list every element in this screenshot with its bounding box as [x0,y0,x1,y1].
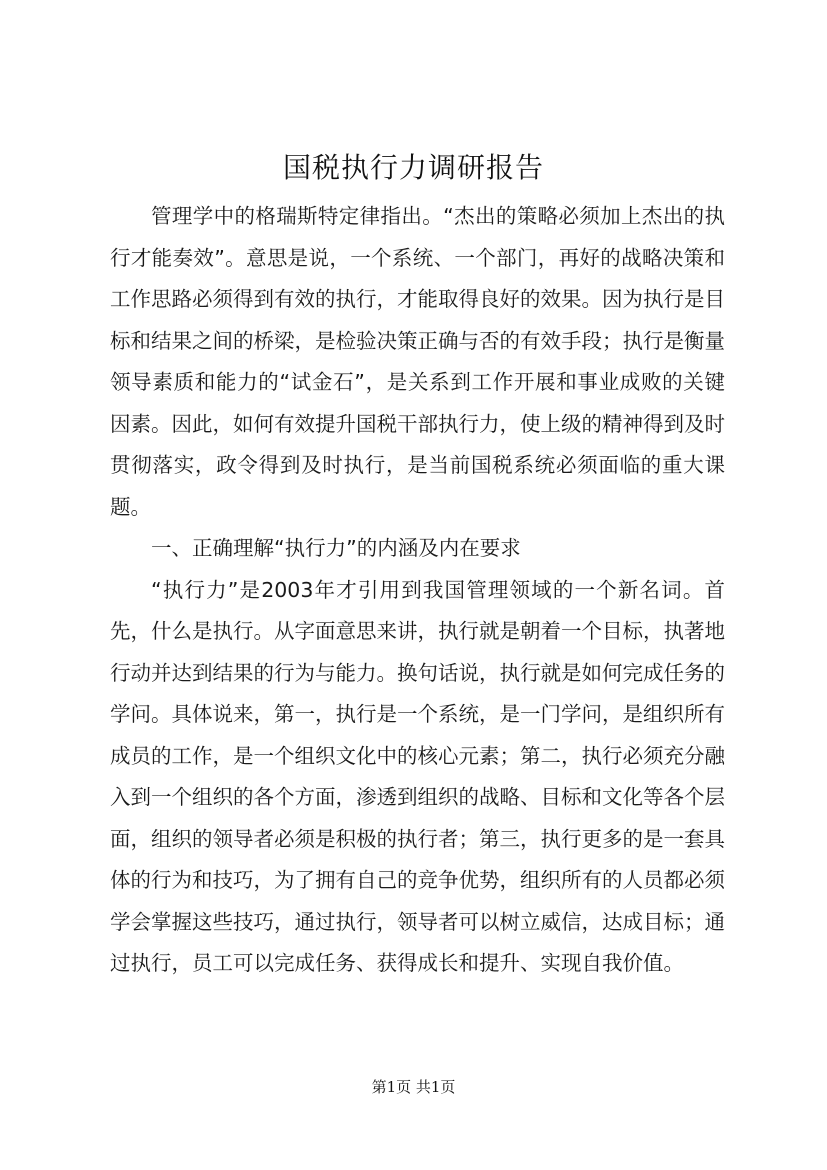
section-heading-1: 一、正确理解“执行力”的内涵及内在要求 [151,536,521,560]
paragraph-intro: 管理学中的格瑞斯特定律指出。“杰出的策略必须加上杰出的执行才能奏效”。意思是说，一个系统、一个部门，再好的战略决策和工作思路必须得到有效的执行，才能取得良好的效果。因为执行是目标和结果之间的桥梁，是检验决策正确与否的有效手段；执行是衡量领导素质和能力的“试金石”，是关系到工作开展和事业成败的关键因素。因此，如何有效提升国税干部执行力，使上级的精神得到及时贯彻落实，政令得到及时执行，是当前国税系统必须面临的重大课题。 [110,204,725,519]
page-footer: 第1页 共1页 [371,1078,456,1096]
document-body [110,196,725,985]
paragraph-execution-definition: “执行力”是2003年才引用到我国管理领域的一个新名词。首先，什么是执行。从字面意思来讲，执行就是朝着一个目标，执著地行动并达到结果的行为与能力。换句话说，执行就是如何完成任务的学问。具体说来，第一，执行是一个系统，是一门学问，是组织所有成员的工作，是一个组织文化中的核心元素；第二，执行必须充分融入到一个组织的各个方面，渗透到组织的战略、目标和文化等各个层面，组织的领导者必须是积极的执行者；第三，执行更多的是一套具体的行为和技巧，为了拥有自己的竞争优势，组织所有的人员都必须学会掌握这些技巧，通过执行，领导者可以树立威信，达成目标；通过执行，员工可以完成任务、获得成长和提升、实现自我价值。 [110,577,725,975]
document-title: 国税执行力调研报告 [282,151,544,184]
